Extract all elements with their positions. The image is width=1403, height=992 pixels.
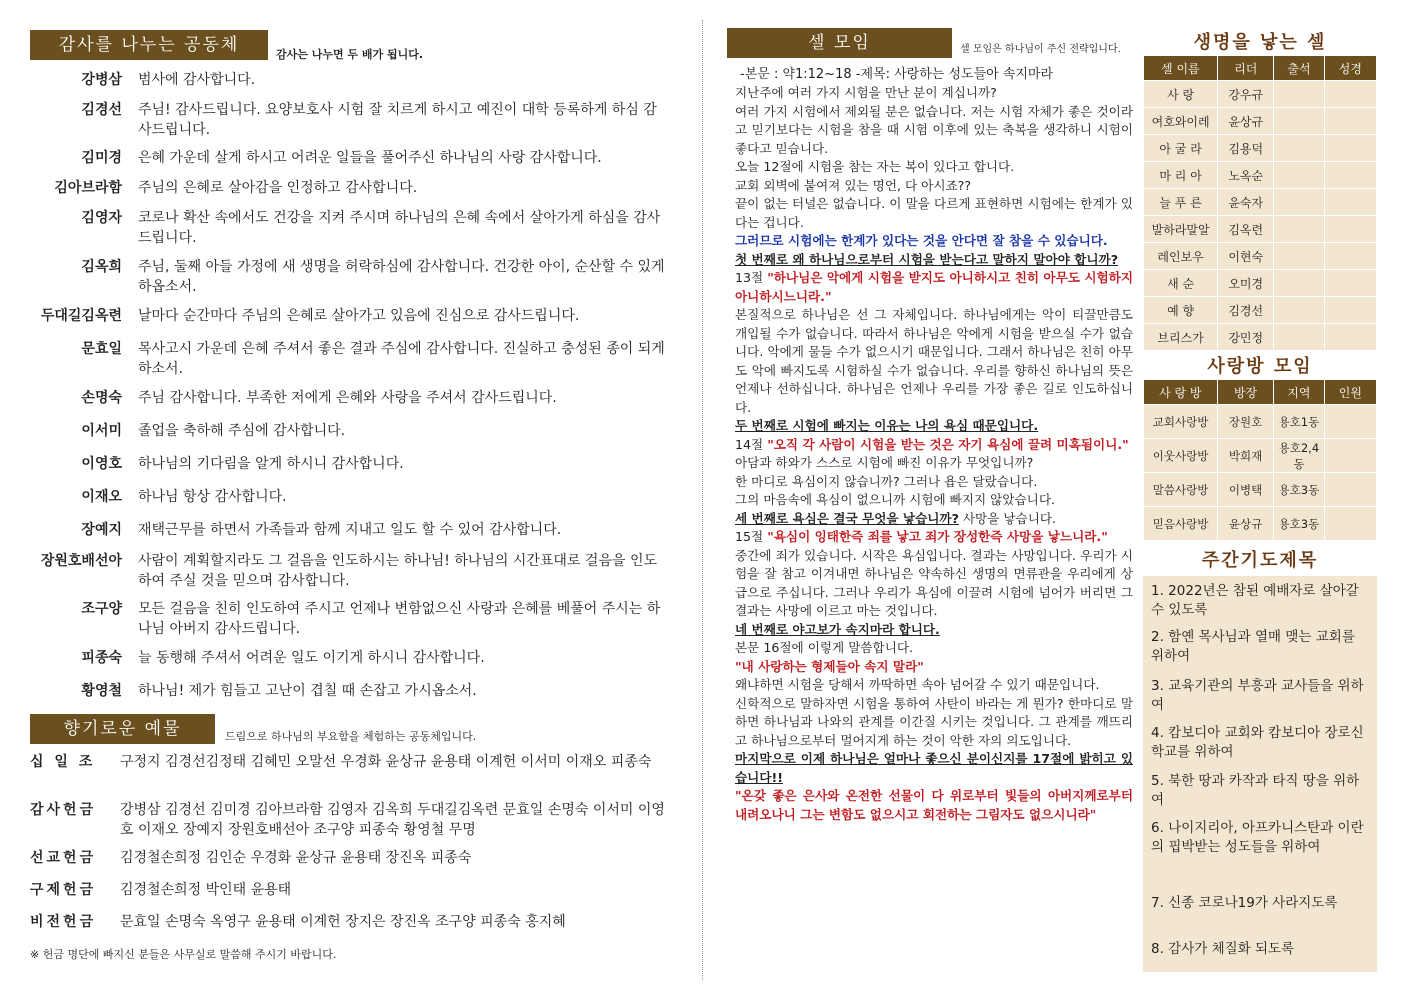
life-cell-leader: 윤상규 (1218, 108, 1274, 135)
offerings-footnote: ※ 헌금 명단에 빠지신 분들은 사무실로 말씀해 주시기 바랍니다. (30, 948, 337, 961)
sermon-text: 그의 마음속에 욕심이 없으니까 시험에 빠지지 않았습니다. (735, 492, 1055, 507)
room-leader: 박희재 (1218, 439, 1274, 473)
thanks-text: 주님, 둘째 아들 가정에 새 생명을 허락하심에 감사합니다. 건강한 아이, 순산할 수 있게 하옵소서. (138, 259, 665, 295)
sermon-text: 본질적으로 하나님은 선 그 자체입니다. 하나님에게는 악이 티끌만큼도 개입될 수가 없습니다. 따라서 하나님은 악에게 시험을 받으실 수가 없습니다. 악에게 물들 수가 없으시기 때문입니다. 그래서 하나님은 친히 아무도 악에 빠지도록 시험하실 수가 없습니다. 우리를 향하신 하나님의 뜻은 언제나 선하십니다. 하나님은 언제나 우리를 가장 좋은 길로 인도하십니다. (735, 307, 1133, 415)
thanks-text: 날마다 순간마다 주님의 은혜로 살아가고 있음에 진심으로 감사드립니다. (138, 308, 580, 324)
verse-quote: "오직 각 사람이 시험을 받는 것은 자기 욕심에 끌려 미혹됨이니." (767, 436, 1129, 452)
sermon-paragraph (735, 750, 1133, 787)
offering-names: 문효일 손명숙 옥영구 윤용태 이계헌 장지은 장진옥 조구양 피종숙 홍지혜 (120, 914, 566, 930)
thanks-name: 황영철 (81, 683, 122, 699)
room-leader: 윤상규 (1218, 507, 1274, 541)
life-cell-leader: 윤숙자 (1218, 189, 1274, 216)
room-row (1144, 439, 1377, 473)
life-cell-bible (1324, 135, 1376, 162)
sermon-text: 끝이 없는 터널은 없습니다. 이 말을 다르게 표현하면 시험에는 한계가 있다는 겁니다. (735, 196, 1133, 230)
sermon-text: 그러므로 시험에는 한계가 있다는 것을 안다면 잘 참을 수 있습니다. (735, 233, 1108, 248)
thanks-name: 이재오 (81, 489, 122, 505)
offering-row (30, 912, 680, 932)
life-cell-bible (1324, 243, 1376, 270)
room-area: 용호3동 (1274, 507, 1325, 541)
sermon-paragraph (735, 787, 1133, 824)
sermon-text: "내 사랑하는 형제들아 속지 말라" (735, 658, 924, 674)
sermon-heading: 첫 번째로 왜 하나님으로부터 시험을 받는다고 말하지 말아야 합니까? (735, 251, 1119, 267)
thanks-text: 은혜 가운데 살게 하시고 어려운 일들을 풀어주신 하나님의 사랑 감사합니다. (138, 150, 602, 166)
thanks-entry (30, 257, 680, 297)
life-cell-attendance (1274, 189, 1324, 216)
life-cell-row (1144, 189, 1377, 216)
sermon-paragraph (735, 195, 1133, 232)
prayer-item: 5. 북한 땅과 카작과 타직 땅을 위하여 (1151, 773, 1360, 808)
thanks-entry (30, 306, 680, 326)
thanks-name: 강병삼 (81, 72, 122, 88)
thanks-entry (30, 421, 680, 441)
sermon-paragraph (735, 695, 1133, 751)
life-cell-row (1144, 243, 1377, 270)
thanks-text: 주님! 감사드립니다. 요양보호사 시험 잘 치르게 하시고 예진이 대학 등록하게 하심 감사드립니다. (138, 102, 657, 138)
sermon-paragraph (735, 528, 1133, 547)
sermon-paragraph (735, 177, 1133, 196)
life-cell-attendance (1274, 162, 1324, 189)
life-cell-leader: 강민정 (1218, 324, 1274, 351)
sermon-heading: 두 번째로 시험에 빠지는 이유는 나의 욕심 때문입니다. (735, 418, 1039, 433)
life-cell-row (1144, 216, 1377, 243)
room-room: 이웃사랑방 (1144, 439, 1218, 473)
life-col-header: 출석 (1274, 56, 1324, 81)
offering-label: 선교헌금 (30, 850, 97, 866)
thanks-entry (30, 148, 680, 168)
thanks-entry (30, 70, 680, 90)
thanks-entry (30, 681, 680, 701)
sermon-body (735, 84, 1133, 824)
life-cell-row (1144, 324, 1377, 351)
life-cell-row (1144, 297, 1377, 324)
sermon-text: "온갖 좋은 은사와 온전한 선물이 다 위로부터 빛들의 아버지께로부터 내려오나니 그는 변함도 없으시고 회전하는 그림자도 없으시니라" (735, 788, 1133, 822)
sermon-paragraph (735, 417, 1133, 436)
life-cell-leader: 김옥련 (1218, 216, 1274, 243)
room-room: 교회사랑방 (1144, 405, 1218, 439)
prayer-title: 주간기도제목 (1201, 550, 1319, 571)
thanks-name: 문효일 (81, 341, 122, 357)
life-cell-attendance (1274, 216, 1324, 243)
room-area: 용호3동 (1274, 473, 1325, 507)
room-area: 용호1동 (1274, 405, 1325, 439)
thanks-name: 이서미 (81, 423, 122, 439)
life-cell-bible (1324, 108, 1376, 135)
sermon-paragraph (735, 103, 1133, 159)
thanks-name: 이영호 (81, 456, 122, 472)
offering-label: 비전헌금 (30, 914, 97, 930)
sermon-text: 여러 가지 시험에서 제외될 분은 없습니다. 저는 시험 자체가 좋은 것이라고 믿기보다는 시험을 참을 때 시험 이후에 있는 축복을 생각하니 시험이 좋다고 믿습니다. (735, 103, 1133, 156)
thanks-text: 사람이 계획할지라도 그 걸음을 인도하시는 하나님! 하나님의 시간표대로 걸음을 인도하여 주실 것을 믿으며 감사합니다. (138, 553, 658, 589)
prayer-item: 8. 감사가 체질화 되도록 (1151, 941, 1295, 957)
offering-row (30, 880, 680, 900)
sermon-text: 지난주에 여러 가지 시험을 만난 분이 계십니까? (735, 85, 997, 100)
thanks-text: 재택근무를 하면서 가족들과 함께 지내고 일도 할 수 있어 감사합니다. (138, 522, 562, 538)
thanks-text: 하나님 항상 감사합니다. (138, 489, 287, 505)
thanks-name: 김미경 (81, 150, 122, 166)
life-cell-bible (1324, 324, 1376, 351)
life-cell-cell: 아 굴 라 (1144, 135, 1218, 162)
thanks-entry (30, 388, 680, 408)
offering-names: 강병삼 김경선 김미경 김아브라함 김영자 김옥희 두대길김옥련 문효일 손명숙 이서미 이영호 이재오 장예지 장원호배선아 조구양 피종숙 황영철 무명 (120, 802, 665, 838)
thanks-header: 감사를 나누는 공동체 (30, 30, 268, 60)
thanks-text: 하나님! 제가 힘들고 고난이 겹칠 때 손잡고 가시옵소서. (138, 683, 477, 699)
thanks-text: 목사고시 가운데 은혜 주셔서 좋은 결과 주심에 감사합니다. 진실하고 충성된 종이 되게 하소서. (138, 341, 665, 377)
life-cell-cell: 사 랑 (1144, 81, 1218, 108)
life-cell-row (1144, 270, 1377, 297)
life-cell-attendance (1274, 243, 1324, 270)
prayer-item: 3. 교육기관의 부흥과 교사들을 위하여 (1151, 678, 1364, 713)
life-cell-attendance (1274, 324, 1324, 351)
thanks-text: 주님의 은혜로 살아감을 인정하고 감사합니다. (138, 180, 418, 196)
thanks-name: 장예지 (81, 522, 122, 538)
life-cell-bible (1324, 162, 1376, 189)
cell-header: 셀 모임 (727, 28, 952, 58)
thanks-name: 김아브라함 (54, 180, 122, 196)
thanks-name: 손명숙 (81, 390, 122, 406)
offerings-subtitle: 드림으로 하나님의 부요함을 체험하는 공동체입니다. (225, 730, 477, 743)
thanks-text: 졸업을 축하해 주심에 감사합니다. (138, 423, 346, 439)
thanks-text: 주님 감사합니다. 부족한 저에게 은혜와 사랑을 주셔서 감사드립니다. (138, 390, 557, 406)
thanks-entry (30, 178, 680, 198)
life-cell-cell: 레인보우 (1144, 243, 1218, 270)
sermon-text: 왜냐하면 시험을 당해서 까딱하면 속아 넘어갈 수 있기 때문입니다. (735, 677, 1100, 692)
life-cell-cell: 브리스가 (1144, 324, 1218, 351)
sermon-text: 중간에 죄가 있습니다. 시작은 욕심입니다. 결과는 사망입니다. 우리가 시험을 잘 참고 이겨내면 하나님은 약속하신 생명의 면류관을 우리에게 상급으로 주십니다. 그러나 우리가 욕심에 이끌려 시험에 넘어가 버리면 그 결과는 사망에 이르고 마는 것입니다. (735, 547, 1133, 618)
life-cell-leader: 이현숙 (1218, 243, 1274, 270)
thanks-name: 피종숙 (81, 650, 122, 666)
sermon-paragraph (735, 658, 1133, 677)
life-cell-cell: 늘 푸 른 (1144, 189, 1218, 216)
room-col-header: 지역 (1274, 380, 1325, 405)
room-room: 말씀사랑방 (1144, 473, 1218, 507)
prayer-item: 7. 신종 코로나19가 사라지도록 (1151, 895, 1338, 911)
room-leader: 장원호 (1218, 405, 1274, 439)
room-row (1144, 507, 1377, 541)
room-col-header: 인원 (1324, 380, 1376, 405)
room-row (1144, 405, 1377, 439)
room-col-header: 방장 (1218, 380, 1274, 405)
sermon-heading: 네 번째로 야고보가 속지마라 합니다. (735, 621, 940, 637)
room-count (1324, 439, 1376, 473)
life-cell-bible (1324, 216, 1376, 243)
life-cell-cell: 마 리 아 (1144, 162, 1218, 189)
sermon-paragraph (735, 269, 1133, 306)
life-cell-cell: 발하라말알 (1144, 216, 1218, 243)
thanks-entry (30, 487, 680, 507)
prayer-item: 1. 2022년은 참된 예배자로 살아갈 수 있도록 (1151, 583, 1359, 618)
sermon-answer: 사망을 낳습니다. (958, 510, 1057, 526)
verse-ref: 13절 (735, 270, 768, 285)
sermon-text: 신학적으로 말하자면 시험을 통하여 사탄이 바라는 게 뭔가? 한마디로 말하면 하나님과 나와의 관계를 이간질 시키는 것입니다. 그 관계를 깨뜨리고 하나님으로부터 멀어지게 하는 것이 악한 자의 의도입니다. (735, 695, 1133, 748)
offerings-header: 향기로운 예물 (30, 714, 215, 744)
offering-names: 김경철손희정 김인순 우경화 윤상규 윤용태 장진옥 피종숙 (120, 850, 472, 866)
life-cell-row (1144, 81, 1377, 108)
verse-quote: "욕심이 잉태한즉 죄를 낳고 죄가 장성한즉 사망을 낳느니라." (767, 529, 1108, 544)
offering-row (30, 752, 680, 772)
sermon-reference: -본문 : 약1:12~18 -제목: 사랑하는 성도들아 속지마라 (740, 67, 1054, 82)
thanks-name: 장원호배선아 (40, 553, 122, 569)
thanks-text: 늘 동행해 주셔서 어려운 일도 이기게 하시니 감사합니다. (138, 650, 485, 666)
life-cells-table (1143, 56, 1377, 351)
sermon-paragraph (735, 621, 1133, 640)
sermon-heading: 세 번째로 욕심은 결국 무엇을 낳습니까? (735, 510, 959, 526)
sermon-paragraph (735, 510, 1133, 529)
thanks-entry (30, 551, 680, 591)
life-cell-cell: 예 향 (1144, 297, 1218, 324)
prayer-item: 2. 함옌 목사님과 열매 맺는 교회를 위하여 (1151, 629, 1355, 664)
prayer-item: 4. 캄보디아 교회와 캄보디아 장로신학교를 위하여 (1151, 725, 1364, 760)
sermon-paragraph (735, 547, 1133, 621)
thanks-entry (30, 100, 680, 140)
thanks-subtitle: 감사는 나누면 두 배가 됩니다. (276, 48, 424, 61)
offering-row (30, 800, 680, 840)
offering-names: 김경철손희정 박인태 윤용태 (120, 882, 292, 898)
life-cell-bible (1324, 189, 1376, 216)
life-cell-cell: 여호와이레 (1144, 108, 1218, 135)
life-cell-bible (1324, 270, 1376, 297)
life-cell-leader: 김경선 (1218, 297, 1274, 324)
life-cell-bible (1324, 297, 1376, 324)
life-col-header: 셀 이름 (1144, 56, 1218, 81)
sermon-paragraph (735, 251, 1133, 270)
love-rooms-title: 사랑방 모임 (1207, 356, 1313, 377)
room-count (1324, 405, 1376, 439)
offering-label: 십 일 조 (30, 754, 96, 770)
life-cell-bible (1324, 81, 1376, 108)
life-cell-attendance (1274, 297, 1324, 324)
thanks-text: 범사에 감사합니다. (138, 72, 256, 88)
sermon-paragraph (735, 232, 1133, 251)
life-cells-title: 생명을 낳는 셀 (1193, 32, 1327, 53)
sermon-paragraph (735, 676, 1133, 695)
offering-label: 구제헌금 (30, 882, 97, 898)
sermon-paragraph (735, 454, 1133, 473)
verse-ref: 14절 (735, 436, 768, 452)
life-cell-attendance (1274, 108, 1324, 135)
thanks-entry (30, 520, 680, 540)
life-cell-row (1144, 108, 1377, 135)
sermon-paragraph (735, 436, 1133, 455)
life-cell-leader: 김용덕 (1218, 135, 1274, 162)
thanks-text: 모든 걸음을 친히 인도하여 주시고 언제나 변함없으신 사랑과 은혜를 베풀어 주시는 하나님 아버지 감사드립니다. (138, 601, 661, 637)
thanks-entry (30, 648, 680, 668)
life-cell-attendance (1274, 81, 1324, 108)
sermon-paragraph (735, 639, 1133, 658)
sermon-text: 오늘 12절에 시험을 참는 자는 복이 있다고 합니다. (735, 159, 1015, 174)
thanks-entry (30, 599, 680, 639)
thanks-name: 조구양 (81, 601, 122, 617)
cell-subtitle: 셀 모임은 하나님이 주신 전략입니다. (960, 44, 1121, 55)
prayer-item: 6. 나이지리아, 아프카니스탄과 이란의 핍박받는 성도들을 위하여 (1151, 820, 1364, 855)
sermon-paragraph (735, 158, 1133, 177)
room-room: 믿음사랑방 (1144, 507, 1218, 541)
sermon-paragraph (735, 84, 1133, 103)
fold-divider (702, 20, 703, 980)
life-cell-leader: 강우규 (1218, 81, 1274, 108)
sermon-text: 아담과 하와가 스스로 시험에 빠진 이유가 무엇입니까? (735, 455, 1034, 470)
sermon-paragraph (735, 491, 1133, 510)
life-cell-attendance (1274, 135, 1324, 162)
thanks-name: 두대길김옥련 (40, 308, 122, 324)
room-row (1144, 473, 1377, 507)
thanks-entry (30, 339, 680, 379)
life-cell-row (1144, 162, 1377, 189)
verse-ref: 15절 (735, 529, 768, 544)
love-rooms-table (1143, 380, 1377, 541)
thanks-name: 김옥희 (81, 259, 122, 275)
room-count (1324, 473, 1376, 507)
sermon-text: 본문 16절에 이렇게 말씀합니다. (735, 640, 914, 655)
room-count (1324, 507, 1376, 541)
room-area: 용호2,4동 (1274, 439, 1325, 473)
thanks-text: 코로나 확산 속에서도 건강을 지켜 주시며 하나님의 은혜 속에서 살아가게 하심을 감사드립니다. (138, 210, 661, 246)
room-leader: 이병택 (1218, 473, 1274, 507)
sermon-text: 교회 외벽에 붙여져 있는 명언, 다 아시죠?? (735, 177, 972, 193)
room-col-header: 사 랑 방 (1144, 380, 1218, 405)
thanks-text: 하나님의 기다림을 알게 하시니 감사합니다. (138, 456, 404, 472)
thanks-entry (30, 208, 680, 248)
sermon-text: 한 마디로 욕심이지 않습니까? 그러나 욥은 달랐습니다. (735, 473, 1038, 489)
sermon-paragraph (735, 473, 1133, 492)
sermon-paragraph (735, 306, 1133, 417)
offering-names: 구정지 김경선김정태 김혜민 오말선 우경화 윤상규 윤용태 이계헌 이서미 이재오 피종숙 (120, 754, 652, 770)
offering-label: 감사헌금 (30, 802, 97, 818)
life-col-header: 성경 (1324, 56, 1376, 81)
life-cell-cell: 새 순 (1144, 270, 1218, 297)
life-cell-row (1144, 135, 1377, 162)
life-cell-leader: 노옥순 (1218, 162, 1274, 189)
offering-row (30, 848, 680, 868)
thanks-name: 김영자 (81, 210, 122, 226)
life-col-header: 리더 (1218, 56, 1274, 81)
thanks-name: 김경선 (81, 102, 122, 118)
thanks-entry (30, 454, 680, 474)
verse-quote: "하나님은 악에게 시험을 받지도 아니하시고 친히 아무도 시험하지 아니하시느니라." (735, 270, 1133, 304)
life-cell-leader: 오미경 (1218, 270, 1274, 297)
sermon-heading: 마지막으로 이제 하나님은 얼마나 좋으신 분이신지를 17절에 밝히고 있습니다!! (735, 751, 1133, 785)
life-cell-attendance (1274, 270, 1324, 297)
